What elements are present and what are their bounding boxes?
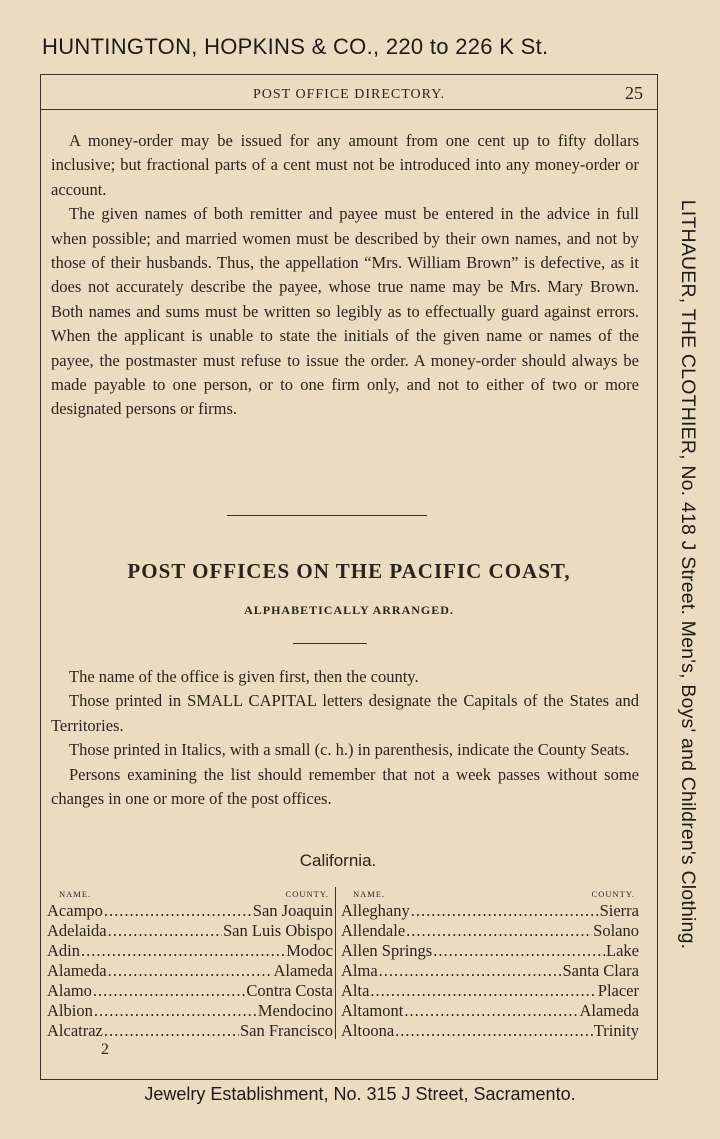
office-name: Alcatraz [47, 1021, 103, 1040]
post-office-entry [341, 901, 639, 921]
top-advertisement-banner: HUNTINGTON, HOPKINS & CO., 220 to 226 K St. [42, 34, 549, 59]
office-name: Altoona [341, 1021, 395, 1040]
post-office-entry [47, 1001, 333, 1021]
paragraph-money-order-amount: A money-order may be issued for any amount from one cent up to fifty dollars inclusive; but fractional parts of a cent must not be introduced into any money-order or account. [51, 131, 639, 199]
office-county: Modoc [286, 941, 333, 960]
subtitle-rule [293, 643, 367, 644]
paragraph-given-names: The given names of both remitter and payee must be entered in the advice in full when possible; and married women must be described by their own names, and not by those of their husbands. Thus, the appellation “Mrs. William Brown” is defective, as it does not accurately describe the payee, whose true name may be Mrs. Mary Brown. Both names and sums must be written so legibly as to effectually guard against errors. When the applicant is unable to state the initials of the given name or names of the payee, the postmaster must refuse to issue the order. A money-order should always be made payable to one person, or to one firm only, and not to either of two or more designated persons or firms. [51, 204, 639, 419]
office-name: Acampo [47, 901, 103, 920]
section-title: POST OFFICES ON THE PACIFIC COAST, [127, 559, 571, 583]
side-advertisement-text: LITHAUER, THE CLOTHIER, No. 418 J Street. Men's, Boys' and Children's Clothing. [677, 199, 700, 949]
office-name: Adelaida [47, 921, 107, 940]
leader-dots [370, 981, 596, 1001]
post-office-entry [341, 1021, 639, 1041]
office-name: Adin [47, 941, 80, 960]
office-county: Lake [606, 941, 639, 960]
leader-dots [404, 1001, 578, 1021]
office-name: Alameda [47, 961, 107, 980]
office-county: Mendocino [257, 1001, 333, 1020]
running-head [41, 85, 657, 110]
leader-dots [93, 981, 245, 1001]
post-office-entry [341, 961, 639, 981]
post-office-entry [341, 921, 639, 941]
leader-dots [406, 921, 592, 941]
column-header-name: NAME. [59, 889, 92, 899]
office-name: Albion [47, 1001, 93, 1020]
office-name: Alma [341, 961, 378, 980]
leader-dots [108, 961, 273, 981]
signature-mark: 2 [101, 1041, 109, 1058]
office-county: Alameda [579, 1001, 639, 1020]
state-heading-california: California. [299, 851, 377, 870]
post-office-entry [47, 981, 333, 1001]
post-office-entry [47, 1021, 333, 1041]
post-office-list-right [341, 887, 639, 1041]
post-office-entry [341, 1001, 639, 1021]
office-name: Alamo [47, 981, 92, 1000]
office-name: Allendale [341, 921, 406, 940]
column-separator [335, 887, 336, 1039]
post-office-entry [47, 941, 333, 961]
side-advertisement [668, 178, 708, 970]
office-county: Placer [597, 981, 639, 1000]
office-name: Allen Springs [341, 941, 433, 960]
column-header [341, 887, 639, 901]
column-header-county: COUNTY. [285, 889, 329, 899]
column-header-county: COUNTY. [591, 889, 635, 899]
post-office-entry [47, 901, 333, 921]
post-office-entry [341, 981, 639, 1001]
bottom-advertisement-banner: Jewelry Establishment, No. 315 J Street, Sacramento. [144, 1084, 576, 1104]
leader-dots [81, 941, 285, 961]
office-county: San Joaquin [252, 901, 333, 920]
post-office-entry [341, 941, 639, 961]
intro-small-capitals: Those printed in SMALL CAPITAL letters designate the Capitals of the States and Territories. [51, 691, 639, 735]
leader-dots [104, 901, 252, 921]
office-county: Contra Costa [246, 981, 333, 1000]
office-county: Solano [593, 921, 639, 940]
running-head-title: POST OFFICE DIRECTORY. [253, 87, 445, 102]
office-name: Alleghany [341, 901, 410, 920]
page-number: 25 [625, 83, 643, 103]
leader-dots [395, 1021, 593, 1041]
leader-dots [104, 1021, 239, 1041]
post-office-list-left [47, 887, 333, 1041]
leader-dots [108, 921, 222, 941]
directory-intro-text [51, 665, 639, 811]
office-county: San Francisco [239, 1021, 333, 1040]
leader-dots [379, 961, 562, 981]
money-order-text [51, 129, 639, 422]
leader-dots [411, 901, 599, 921]
office-county: Alameda [273, 961, 333, 980]
leader-dots [94, 1001, 257, 1021]
office-county: Sierra [599, 901, 639, 920]
section-divider-rule [227, 515, 427, 516]
intro-changes-note: Persons examining the list should remember that not a week passes without some changes in one or more of the post offices. [51, 764, 639, 809]
section-subtitle: ALPHABETICALLY ARRANGED. [244, 603, 454, 617]
leader-dots [433, 941, 605, 961]
office-county: San Luis Obispo [222, 921, 333, 940]
post-office-entry [47, 921, 333, 941]
intro-office-order: The name of the office is given first, then the county. [69, 667, 419, 686]
column-header [47, 887, 333, 901]
office-name: Altamont [341, 1001, 404, 1020]
office-name: Alta [341, 981, 370, 1000]
post-office-entry [47, 961, 333, 981]
intro-italics: Those printed in Italics, with a small (c. h.) in parenthesis, indicate the County Seats. [69, 740, 630, 760]
page-frame [40, 74, 658, 1080]
office-county: Santa Clara [562, 961, 639, 980]
column-header-name: NAME. [353, 889, 386, 899]
office-county: Trinity [593, 1021, 639, 1040]
